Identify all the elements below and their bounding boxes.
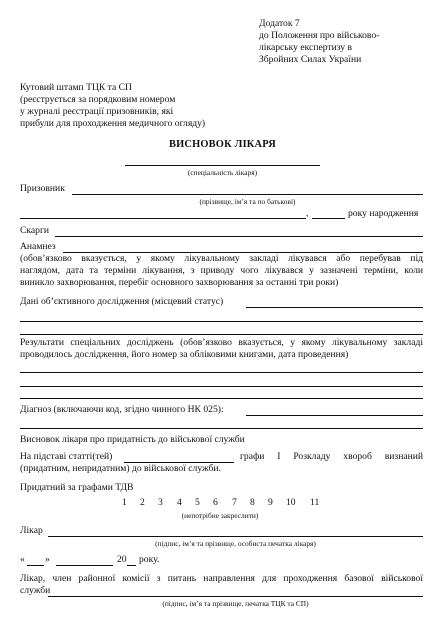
column-3: 3 (158, 497, 163, 508)
date-year-line (127, 565, 136, 566)
column-4: 4 (177, 497, 182, 508)
date-year-suffix: року. (139, 554, 160, 565)
column-5: 5 (195, 497, 200, 508)
birth-year-line (312, 218, 345, 219)
objective-exam-line-3 (20, 334, 423, 335)
commission-line-2: служби (20, 585, 51, 596)
diagnosis-label: Діагноз (включаючи код, згідно чинного НК 025): (20, 404, 224, 415)
appendix-line-2: до Положення про військово- (259, 30, 380, 41)
complaints-label: Скарги (20, 225, 50, 236)
stamp-line-1: Кутовий штамп ТЦК та СП (20, 82, 132, 93)
doctor-specialty-line (125, 165, 320, 166)
strike-hint: (непотрібне закреслити) (181, 511, 259, 520)
basis-line-2: (придатним, непридатним) до військової служби. (20, 463, 221, 474)
column-2: 2 (140, 497, 145, 508)
anamnesis-note-2: наглядом, дата та терміни лікування, з приводу чого лікувався у зазначені терміни, коли (20, 265, 423, 276)
date-open-quote: « (20, 554, 25, 565)
special-studies-field-3 (20, 398, 423, 399)
diagnosis-line-2 (20, 428, 423, 429)
commission-signature-line (48, 596, 423, 597)
column-6: 6 (213, 497, 218, 508)
date-day-line (27, 565, 44, 566)
column-9: 9 (268, 497, 273, 508)
stamp-line-3: у журналі реєстрації призовників, які (20, 106, 174, 117)
special-studies-line-1: Результати спеціальних досліджень (обов’язково вказується, у якому лікувальному закладі (20, 337, 423, 348)
column-11: 11 (310, 497, 320, 508)
stamp-line-2: (реєструється за порядковим номером (20, 94, 176, 105)
doctor-signature-line (48, 536, 423, 537)
doctor-specialty-hint: (спеціальність лікаря) (187, 168, 258, 177)
anamnesis-note-3: виникло захворювання, перебіг основного захворювання за останні три роки) (20, 277, 339, 288)
page-title: ВИСНОВОК ЛІКАРЯ (169, 139, 276, 150)
basis-part-1: На підставі статті(тей) (20, 451, 113, 462)
column-10: 10 (286, 497, 296, 508)
commission-line-1: Лікар, член районної комісії з питань направлення для проходження базової військової (20, 573, 423, 584)
special-studies-line-2: проводилось дослідження, його номер за обліковими книгами, дата проведення) (20, 349, 349, 360)
column-7: 7 (232, 497, 237, 508)
objective-exam-label: Дані об’єктивного дослідження (місцевий статус) (20, 296, 224, 307)
appendix-line-4: Збройних Силах України (259, 54, 362, 65)
conscript-name-line-2 (20, 218, 306, 219)
appendix-line-1: Додаток 7 (259, 18, 300, 29)
date-month-line (56, 565, 113, 566)
birth-year-label: року народження (348, 208, 419, 219)
conclusion-heading: Висновок лікаря про придатність до військової служби (20, 434, 245, 445)
conscript-label: Призовник (20, 183, 65, 194)
anamnesis-label: Анамнез (20, 241, 56, 252)
appendix-line-3: лікарську експертизу в (259, 42, 353, 53)
basis-part-2: графи І Розкладу хвороб визнаний (240, 451, 423, 462)
objective-exam-line-2 (20, 321, 423, 322)
diagnosis-line-1 (246, 415, 423, 416)
anamnesis-note-1: (обов’язково вказується, у якому лікувальному закладі лікувався або перебував під (20, 253, 423, 264)
doctor-label: Лікар (20, 525, 43, 536)
fit-columns-label: Придатний за графами ТДВ (20, 482, 134, 493)
objective-exam-line-1 (246, 307, 423, 308)
special-studies-field-2 (20, 386, 423, 387)
doctor-signature-hint: (підпис, ім’я та прізвище, особиста печатка лікаря) (155, 539, 316, 548)
special-studies-field-1 (20, 372, 423, 373)
column-8: 8 (250, 497, 255, 508)
commission-signature-hint: (підпис, ім’я та прізвище, печатка ТЦК та СП) (162, 599, 309, 608)
complaints-line (55, 236, 423, 237)
conscript-name-line (72, 194, 423, 195)
column-1: 1 (122, 497, 127, 508)
conscript-name-hint: (прізвище, ім’я та по батькові) (199, 197, 296, 206)
date-year-prefix: 20 (117, 554, 127, 565)
stamp-line-4: прибули для проходження медичного огляду) (20, 118, 206, 129)
date-close-quote: » (45, 554, 50, 565)
